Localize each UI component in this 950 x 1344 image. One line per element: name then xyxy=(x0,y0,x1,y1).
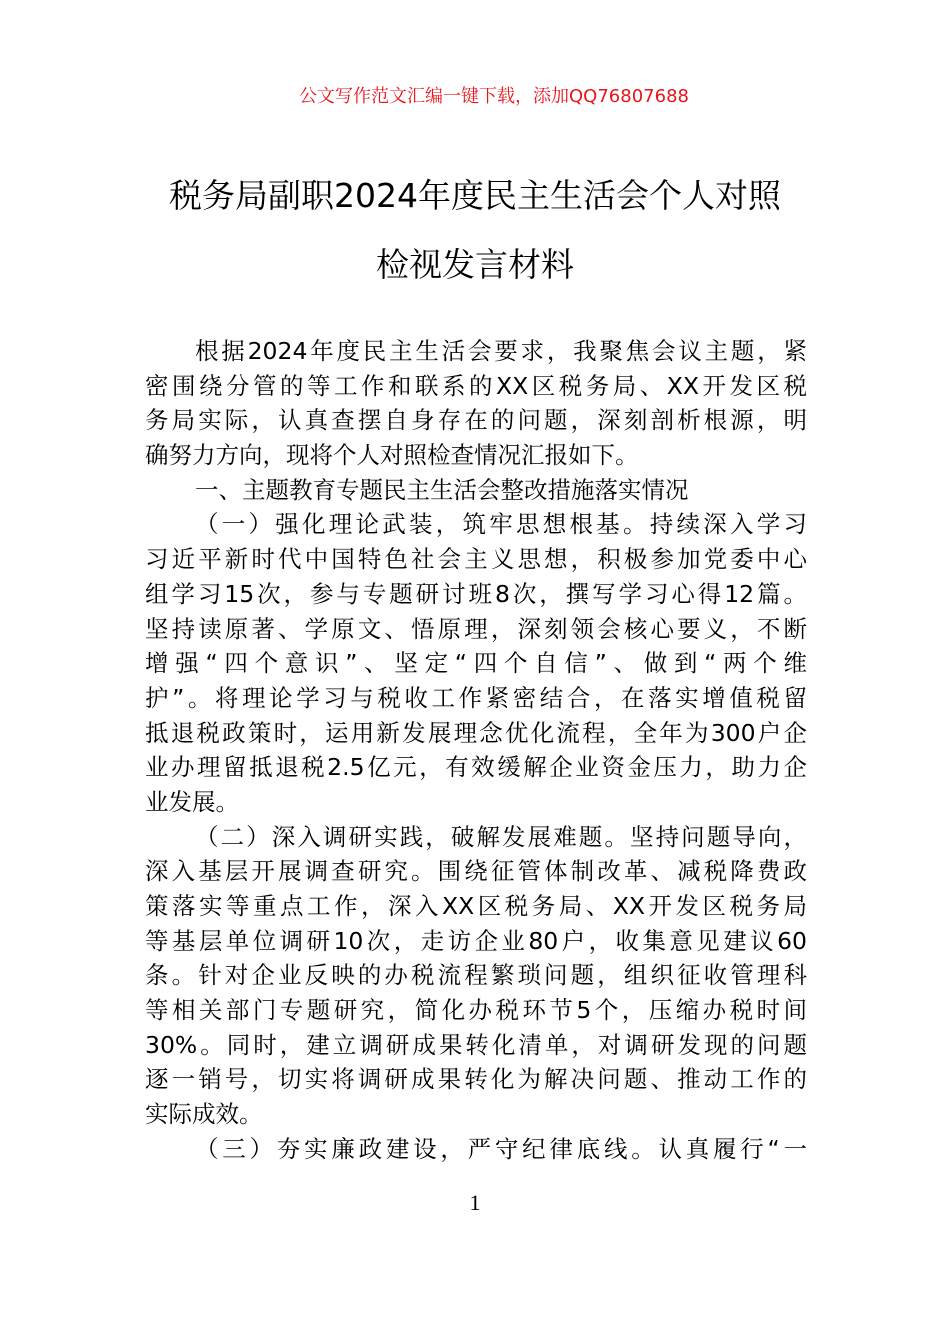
text-line: （二）深入调研实践，破解发展难题。坚持问题导向， xyxy=(195,822,807,851)
text-line: 深入基层开展调查研究。围绕征管体制改革、减税降费政 xyxy=(145,857,807,886)
document-title-line-2: 检视发言材料 xyxy=(376,245,574,284)
paragraph xyxy=(145,473,807,508)
text-line: 等基层单位调研10次，走访企业80户，收集意见建议60 xyxy=(145,926,807,955)
text-line: 务局实际，认真查摆自身存在的问题，深刻剖析根源，明 xyxy=(145,406,807,435)
text-line: 条。针对企业反映的办税流程繁琐问题，组织征收管理科 xyxy=(145,961,807,990)
document-title-line-1: 税务局副职2024年度民主生活会个人对照 xyxy=(169,176,781,215)
paragraph xyxy=(145,1132,807,1167)
paragraph xyxy=(145,507,807,819)
text-line: 策落实等重点工作，深入XX区税务局、XX开发区税务局 xyxy=(145,892,807,920)
text-line: 实际成效。 xyxy=(145,1100,263,1129)
watermark-download-notice: 公文写作范文汇编一键下载，添加QQ76807688 xyxy=(299,86,689,107)
text-line: 增强“四个意识”、坚定“四个自信”、做到“两个维 xyxy=(145,649,807,678)
text-line: 组学习15次，参与专题研讨班8次，撰写学习心得12篇。 xyxy=(145,579,807,608)
text-line: 护”。将理论学习与税收工作紧密结合，在落实增值税留 xyxy=(145,683,807,712)
page-number: 1 xyxy=(469,1190,481,1215)
text-line: （一）强化理论武装，筑牢思想根基。持续深入学习 xyxy=(195,510,807,539)
text-line: （三）夯实廉政建设，严守纪律底线。认真履行“一 xyxy=(195,1134,807,1163)
text-line: 30%。同时，建立调研成果转化清单，对调研发现的问题 xyxy=(145,1030,807,1059)
text-line: 业办理留抵退税2.5亿元，有效缓解企业资金压力，助力企 xyxy=(145,753,807,782)
text-line: 业发展。 xyxy=(145,787,239,816)
text-line: 根据2024年度民主生活会要求，我聚焦会议主题，紧 xyxy=(195,337,807,365)
document-body xyxy=(145,334,807,1167)
text-line: 密围绕分管的等工作和联系的XX区税务局、XX开发区税 xyxy=(145,371,807,400)
paragraph xyxy=(145,820,807,1132)
paragraph xyxy=(145,334,807,473)
text-line: 等相关部门专题研究，简化办税环节5个，压缩办税时间 xyxy=(145,996,807,1025)
text-line: 确努力方向，现将个人对照检查情况汇报如下。 xyxy=(145,441,639,470)
text-line: 习近平新时代中国特色社会主义思想，积极参加党委中心 xyxy=(145,545,807,574)
text-line: 逐一销号，切实将调研成果转化为解决问题、推动工作的 xyxy=(145,1065,807,1094)
text-line: 坚持读原著、学原文、悟原理，深刻领会核心要义，不断 xyxy=(145,614,807,643)
text-line: 抵退税政策时，运用新发展理念优化流程，全年为300户企 xyxy=(145,718,807,747)
text-line: 一、主题教育专题民主生活会整改措施落实情况 xyxy=(195,475,689,504)
